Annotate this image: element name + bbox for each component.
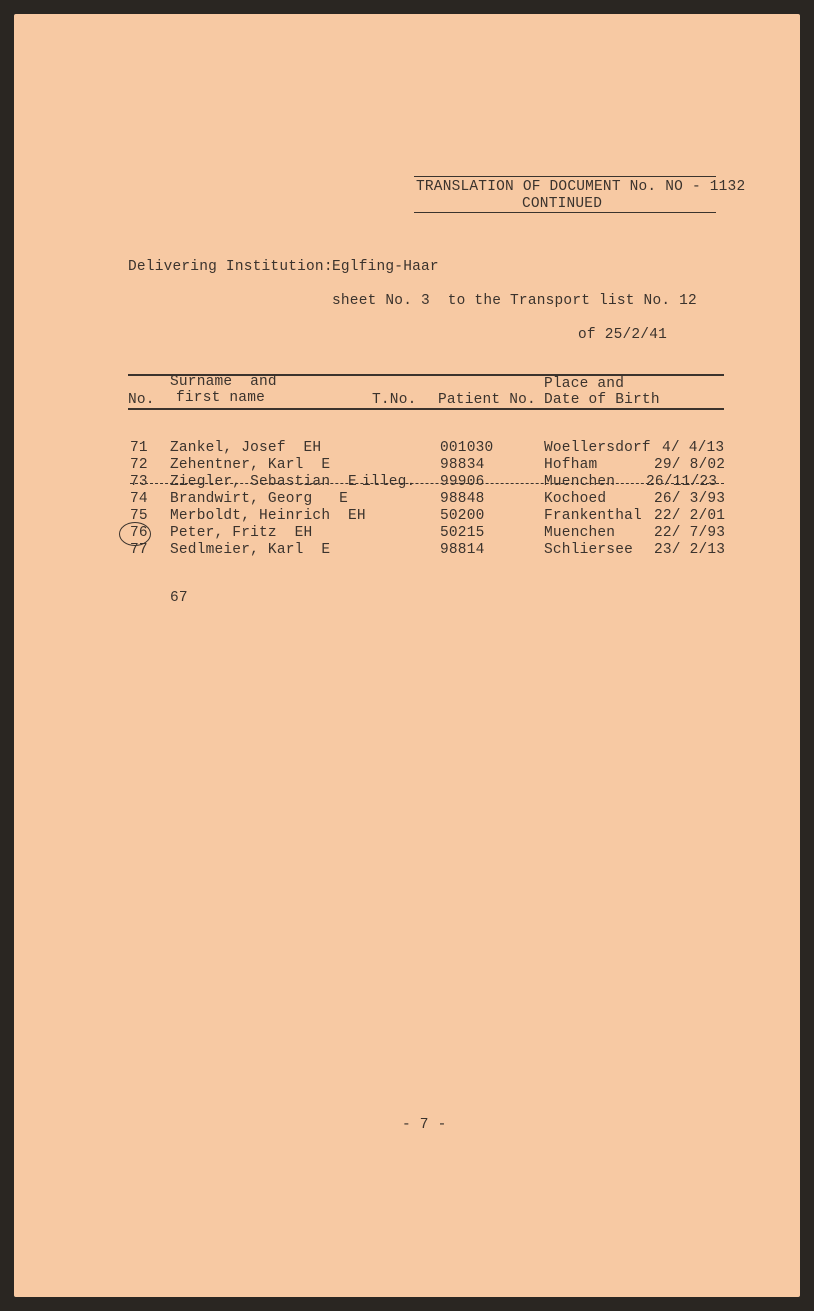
row-date: 22/ 2/01 [654, 508, 726, 524]
row-name: Merboldt, Heinrich EH [170, 508, 366, 524]
row-place: Woellersdorf [544, 440, 651, 456]
row-place: Muenchen [544, 474, 616, 490]
col-place-bottom: Date of Birth [544, 392, 660, 408]
row-date: 22/ 7/93 [654, 525, 726, 541]
row-patient-no: 98814 [440, 542, 485, 558]
row-place: Schliersee [544, 542, 634, 558]
row-no: 73 [130, 474, 148, 490]
row-name: Zankel, Josef EH [170, 440, 322, 456]
row-no: 74 [130, 491, 148, 507]
row-no: 72 [130, 457, 148, 473]
header-top-rule [414, 176, 716, 177]
row-name: Sedlmeier, Karl E [170, 542, 331, 558]
row-place: Hofham [544, 457, 598, 473]
page-number: - 7 - [402, 1117, 447, 1133]
document-page [14, 14, 800, 1297]
row-name: Zehentner, Karl E [170, 457, 331, 473]
row-date: 29/ 8/02 [654, 457, 726, 473]
row-date: 26/ 3/93 [654, 491, 726, 507]
date-line: of 25/2/41 [578, 327, 668, 343]
col-patient: Patient No. [438, 392, 536, 408]
row-name: Ziegler, Sebastian E [170, 474, 357, 490]
row-patient-no: 99906 [440, 474, 485, 490]
row-no: 77 [130, 542, 148, 558]
row-date: 26/11/23 [646, 474, 718, 490]
row-name: Brandwirt, Georg E [170, 491, 349, 507]
row-name: Peter, Fritz EH [170, 525, 313, 541]
row-place: Muenchen [544, 525, 616, 541]
table-header-rule [128, 408, 724, 410]
total-count: 67 [170, 590, 188, 606]
row-no: 76 [130, 525, 148, 541]
sheet-line: sheet No. 3 to the Transport list No. 12 [332, 293, 697, 309]
institution-value: Eglfing-Haar [332, 259, 439, 275]
row-date: 23/ 2/13 [654, 542, 726, 558]
col-place-top: Place and [544, 376, 625, 392]
strikethrough-line [130, 483, 724, 484]
row-patient-no: 98834 [440, 457, 485, 473]
row-patient-no: 001030 [440, 440, 494, 456]
col-surname-top: Surname and [170, 374, 277, 390]
row-tno: illeg. [362, 474, 416, 490]
row-date: 4/ 4/13 [662, 440, 725, 456]
header-title: TRANSLATION OF DOCUMENT No. NO - 1132 [416, 179, 746, 195]
row-place: Kochoed [544, 491, 607, 507]
header-continued: CONTINUED [522, 196, 603, 212]
col-no: No. [128, 392, 155, 408]
col-surname-bottom: first name [176, 390, 266, 406]
row-patient-no: 50200 [440, 508, 485, 524]
row-place: Frankenthal [544, 508, 642, 524]
institution-label: Delivering Institution: [128, 259, 333, 275]
row-no: 75 [130, 508, 148, 524]
row-patient-no: 98848 [440, 491, 485, 507]
header-bottom-rule [414, 212, 716, 213]
row-no: 71 [130, 440, 148, 456]
col-tno: T.No. [372, 392, 417, 408]
row-patient-no: 50215 [440, 525, 485, 541]
